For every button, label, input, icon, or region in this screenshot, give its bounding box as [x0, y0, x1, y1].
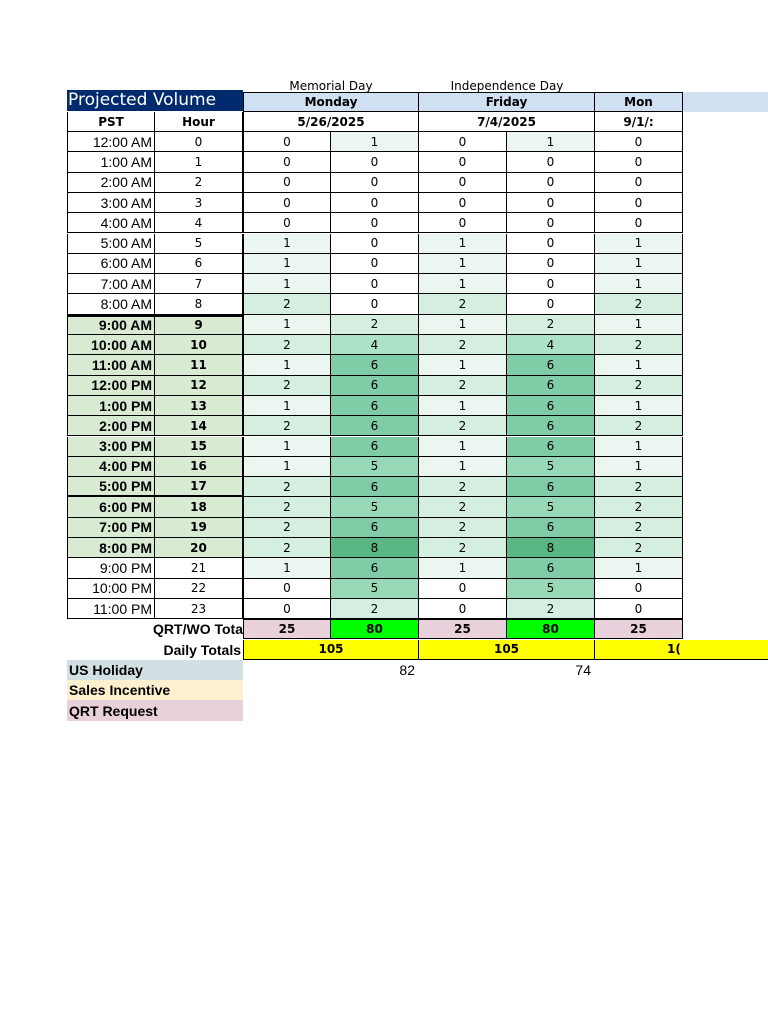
date-header: 5/26/2025 [243, 112, 419, 132]
volume-cell-qrt: 1 [419, 558, 507, 578]
pst-time-cell: 12:00 AM [67, 132, 155, 152]
volume-cell-other: 6 [507, 518, 595, 538]
volume-cell-other: 8 [507, 538, 595, 558]
volume-cell-qrt: 1 [595, 558, 683, 578]
other-total-value: 80 [331, 619, 419, 639]
pst-time-cell: 8:00 PM [67, 538, 155, 558]
volume-cell-other: 0 [507, 254, 595, 274]
hour-cell: 13 [155, 396, 243, 416]
volume-cell-other: 6 [331, 558, 419, 578]
volume-cell-qrt: 2 [419, 376, 507, 396]
volume-cell-other: 6 [507, 416, 595, 436]
volume-cell-qrt: 2 [595, 497, 683, 517]
volume-cell-qrt: 2 [595, 294, 683, 314]
hour-cell: 4 [155, 213, 243, 233]
hour-cell: 6 [155, 254, 243, 274]
pst-time-cell: 6:00 AM [67, 254, 155, 274]
volume-cell-other: 0 [507, 294, 595, 314]
pst-time-cell: 9:00 PM [67, 558, 155, 578]
volume-cell-qrt: 2 [243, 518, 331, 538]
volume-cell-qrt: 2 [243, 497, 331, 517]
volume-cell-qrt: 1 [243, 558, 331, 578]
volume-cell-qrt: 0 [419, 579, 507, 599]
volume-cell-qrt: 1 [419, 274, 507, 294]
volume-cell-other: 0 [331, 213, 419, 233]
volume-cell-other: 4 [507, 335, 595, 355]
pst-time-cell: 5:00 PM [67, 477, 155, 497]
daily-total-value: 105 [419, 640, 595, 660]
volume-cell-qrt: 0 [243, 132, 331, 152]
volume-cell-qrt: 1 [595, 396, 683, 416]
qrt-total-label: QRT/WO Tota [153, 621, 243, 638]
volume-cell-other: 5 [507, 497, 595, 517]
header-strip-overflow [683, 92, 768, 112]
pst-time-cell: 1:00 PM [67, 396, 155, 416]
hour-cell: 5 [155, 234, 243, 254]
pst-time-cell: 12:00 PM [67, 376, 155, 396]
holiday-name: Independence Day [450, 79, 564, 92]
volume-cell-other: 0 [331, 173, 419, 193]
volume-cell-other: 1 [507, 132, 595, 152]
below-total-value: 82 [399, 661, 415, 678]
daily-total-value: 1( [595, 640, 768, 660]
hour-cell: 3 [155, 193, 243, 213]
weekday-header: Mon [595, 92, 683, 112]
volume-cell-other: 6 [507, 355, 595, 375]
volume-cell-other: 2 [507, 315, 595, 335]
volume-cell-qrt: 1 [595, 437, 683, 457]
daily-total-label: Daily Totals [163, 641, 241, 658]
volume-cell-qrt: 2 [595, 477, 683, 497]
volume-cell-qrt: 2 [243, 335, 331, 355]
hour-header: Hour [155, 112, 243, 132]
volume-cell-other: 2 [331, 599, 419, 619]
volume-cell-other: 6 [331, 437, 419, 457]
volume-cell-qrt: 1 [595, 457, 683, 477]
hour-cell: 12 [155, 376, 243, 396]
volume-cell-other: 6 [331, 416, 419, 436]
below-total-value: 74 [575, 661, 591, 678]
volume-cell-qrt: 0 [419, 213, 507, 233]
volume-cell-other: 5 [507, 579, 595, 599]
volume-cell-other: 0 [331, 152, 419, 172]
hour-cell: 1 [155, 152, 243, 172]
hour-cell: 17 [155, 477, 243, 497]
hour-cell: 0 [155, 132, 243, 152]
volume-cell-qrt: 0 [243, 173, 331, 193]
volume-cell-other: 0 [507, 213, 595, 233]
volume-cell-qrt: 1 [419, 396, 507, 416]
volume-cell-other: 0 [507, 173, 595, 193]
volume-cell-other: 6 [507, 376, 595, 396]
pst-header: PST [67, 112, 155, 132]
volume-cell-other: 6 [331, 376, 419, 396]
volume-cell-other: 6 [507, 437, 595, 457]
volume-cell-other: 8 [331, 538, 419, 558]
volume-cell-qrt: 2 [419, 538, 507, 558]
volume-cell-qrt: 2 [419, 294, 507, 314]
pst-time-cell: 3:00 AM [67, 193, 155, 213]
volume-cell-qrt: 1 [243, 457, 331, 477]
volume-cell-other: 2 [331, 315, 419, 335]
volume-cell-qrt: 2 [243, 477, 331, 497]
volume-cell-other: 6 [507, 558, 595, 578]
volume-cell-qrt: 1 [243, 437, 331, 457]
pst-time-cell: 2:00 AM [67, 173, 155, 193]
other-total-value: 80 [507, 619, 595, 639]
hour-cell: 16 [155, 457, 243, 477]
hour-cell: 7 [155, 274, 243, 294]
volume-cell-other: 6 [331, 396, 419, 416]
volume-cell-qrt: 1 [243, 396, 331, 416]
volume-cell-qrt: 1 [419, 254, 507, 274]
hour-cell: 23 [155, 599, 243, 619]
volume-cell-other: 5 [331, 579, 419, 599]
volume-cell-qrt: 0 [243, 599, 331, 619]
volume-cell-other: 2 [507, 599, 595, 619]
volume-cell-other: 0 [507, 193, 595, 213]
volume-cell-qrt: 0 [595, 193, 683, 213]
pst-time-cell: 6:00 PM [67, 497, 155, 517]
pst-time-cell: 9:00 AM [67, 315, 155, 335]
volume-cell-other: 5 [331, 497, 419, 517]
volume-cell-qrt: 0 [419, 599, 507, 619]
pst-time-cell: 2:00 PM [67, 416, 155, 436]
volume-cell-qrt: 0 [243, 213, 331, 233]
volume-cell-qrt: 2 [595, 335, 683, 355]
volume-cell-qrt: 0 [595, 599, 683, 619]
hour-cell: 8 [155, 294, 243, 314]
volume-cell-qrt: 1 [595, 234, 683, 254]
volume-cell-qrt: 0 [243, 152, 331, 172]
volume-cell-qrt: 1 [243, 254, 331, 274]
volume-cell-other: 6 [507, 396, 595, 416]
pst-time-cell: 4:00 PM [67, 457, 155, 477]
volume-cell-qrt: 0 [243, 579, 331, 599]
volume-cell-qrt: 0 [595, 579, 683, 599]
volume-cell-other: 6 [331, 477, 419, 497]
hour-cell: 2 [155, 173, 243, 193]
volume-cell-qrt: 1 [243, 315, 331, 335]
volume-cell-other: 5 [331, 457, 419, 477]
volume-cell-qrt: 1 [595, 274, 683, 294]
volume-cell-qrt: 2 [419, 416, 507, 436]
qrt-total-value: 25 [243, 619, 331, 639]
pst-time-cell: 11:00 AM [67, 355, 155, 375]
legend-item: US Holiday [67, 660, 243, 680]
pst-time-cell: 1:00 AM [67, 152, 155, 172]
date-header: 9/1/: [595, 112, 683, 132]
volume-cell-qrt: 1 [419, 315, 507, 335]
weekday-header: Friday [419, 92, 595, 112]
legend-item: QRT Request [67, 700, 243, 720]
volume-cell-other: 0 [507, 274, 595, 294]
date-header: 7/4/2025 [419, 112, 595, 132]
volume-cell-other: 6 [507, 477, 595, 497]
volume-cell-other: 0 [507, 234, 595, 254]
volume-cell-qrt: 2 [419, 477, 507, 497]
holiday-name: Memorial Day [289, 79, 373, 92]
volume-cell-qrt: 1 [243, 274, 331, 294]
volume-cell-other: 1 [331, 132, 419, 152]
volume-cell-qrt: 2 [419, 518, 507, 538]
pst-time-cell: 10:00 AM [67, 335, 155, 355]
hour-cell: 11 [155, 355, 243, 375]
volume-cell-qrt: 2 [243, 376, 331, 396]
hour-cell: 14 [155, 416, 243, 436]
volume-cell-qrt: 0 [243, 193, 331, 213]
hour-cell: 21 [155, 558, 243, 578]
hour-cell: 10 [155, 335, 243, 355]
pst-time-cell: 5:00 AM [67, 234, 155, 254]
volume-cell-qrt: 1 [243, 234, 331, 254]
volume-cell-other: 0 [331, 234, 419, 254]
volume-cell-qrt: 1 [595, 315, 683, 335]
volume-cell-qrt: 0 [419, 193, 507, 213]
volume-cell-qrt: 0 [595, 213, 683, 233]
volume-cell-qrt: 1 [419, 457, 507, 477]
volume-cell-qrt: 0 [419, 173, 507, 193]
volume-cell-other: 0 [507, 152, 595, 172]
hour-cell: 20 [155, 538, 243, 558]
qrt-total-value: 25 [595, 619, 683, 639]
volume-cell-qrt: 2 [419, 497, 507, 517]
legend-item: Sales Incentive [67, 680, 243, 700]
volume-cell-other: 0 [331, 294, 419, 314]
pst-time-cell: 10:00 PM [67, 579, 155, 599]
hour-cell: 22 [155, 579, 243, 599]
daily-total-value: 105 [243, 640, 419, 660]
volume-cell-qrt: 2 [419, 335, 507, 355]
volume-cell-other: 0 [331, 254, 419, 274]
volume-cell-qrt: 0 [419, 152, 507, 172]
volume-cell-qrt: 0 [595, 152, 683, 172]
volume-cell-qrt: 2 [243, 294, 331, 314]
volume-cell-qrt: 0 [595, 132, 683, 152]
volume-cell-other: 4 [331, 335, 419, 355]
volume-cell-qrt: 1 [243, 355, 331, 375]
pst-time-cell: 8:00 AM [67, 294, 155, 314]
volume-cell-qrt: 2 [595, 416, 683, 436]
pst-time-cell: 11:00 PM [67, 599, 155, 619]
pst-time-cell: 7:00 AM [67, 274, 155, 294]
volume-cell-qrt: 1 [595, 355, 683, 375]
pst-time-cell: 4:00 AM [67, 213, 155, 233]
pst-time-cell: 3:00 PM [67, 437, 155, 457]
volume-cell-qrt: 2 [595, 518, 683, 538]
hour-cell: 18 [155, 497, 243, 517]
hour-cell: 19 [155, 518, 243, 538]
volume-cell-qrt: 1 [419, 437, 507, 457]
volume-cell-other: 0 [331, 274, 419, 294]
volume-cell-qrt: 0 [595, 173, 683, 193]
volume-cell-other: 6 [331, 355, 419, 375]
volume-cell-qrt: 1 [419, 234, 507, 254]
volume-cell-qrt: 1 [595, 254, 683, 274]
pst-time-cell: 7:00 PM [67, 518, 155, 538]
volume-cell-qrt: 1 [419, 355, 507, 375]
volume-cell-qrt: 2 [595, 538, 683, 558]
volume-cell-qrt: 2 [243, 416, 331, 436]
qrt-total-value: 25 [419, 619, 507, 639]
volume-cell-qrt: 2 [595, 376, 683, 396]
volume-cell-qrt: 0 [419, 132, 507, 152]
hour-cell: 9 [155, 315, 243, 335]
volume-cell-qrt: 2 [243, 538, 331, 558]
volume-cell-other: 6 [331, 518, 419, 538]
hour-cell: 15 [155, 437, 243, 457]
page-title: Projected Volume [67, 90, 243, 111]
volume-cell-other: 5 [507, 457, 595, 477]
weekday-header: Monday [243, 92, 419, 112]
volume-cell-other: 0 [331, 193, 419, 213]
